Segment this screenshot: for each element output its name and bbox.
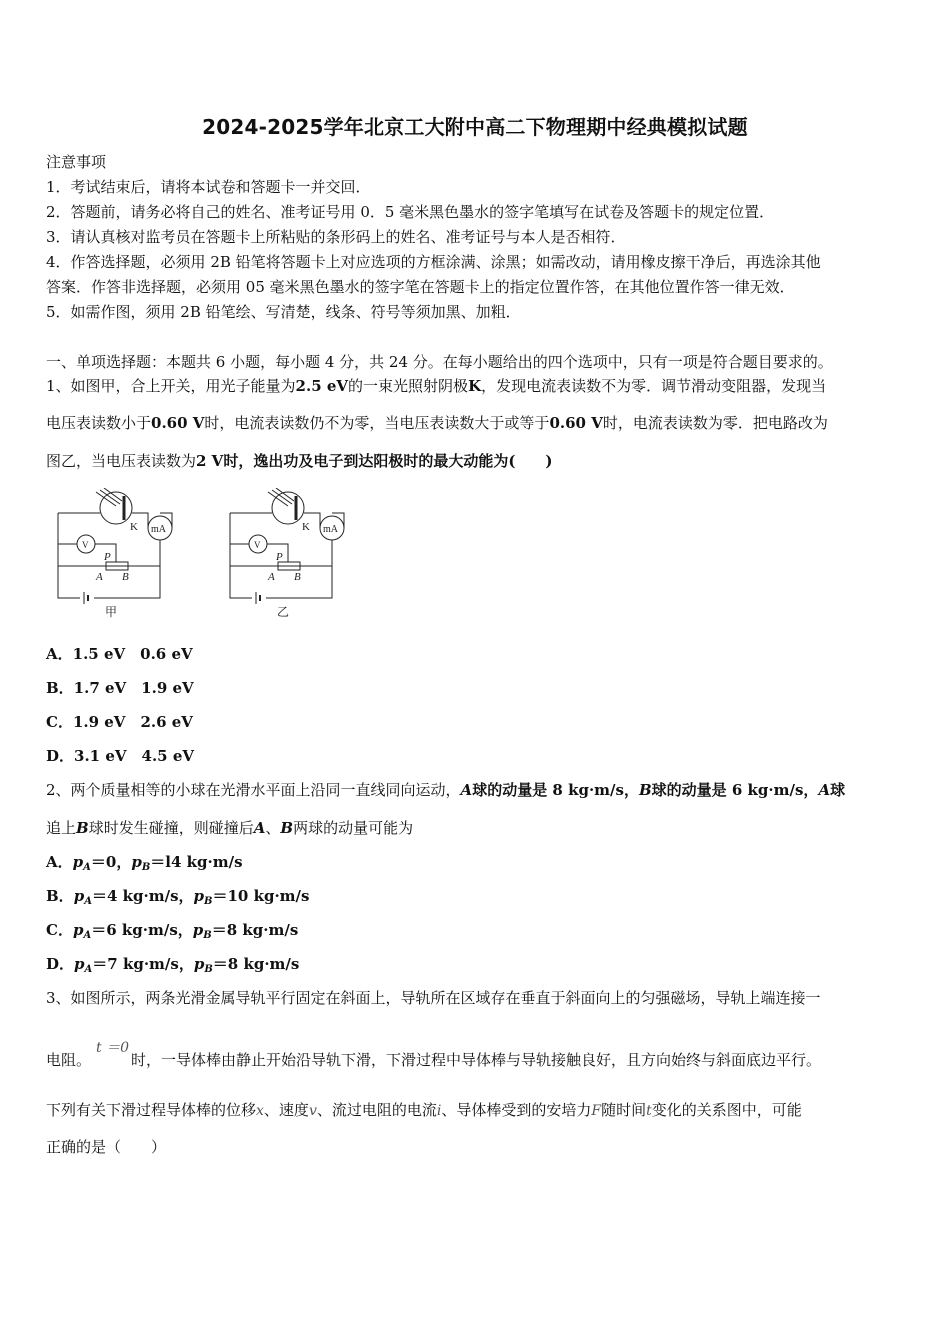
math-v: v	[308, 1103, 317, 1119]
q1-text: 电压表读数小于	[46, 414, 152, 432]
label-ma: mA	[151, 524, 166, 535]
q2-ball-b: B	[638, 781, 652, 799]
q1-text: 图乙，当电压表读数为	[46, 452, 197, 470]
q3-text: 随时间	[601, 1101, 647, 1119]
subscript-a: A	[83, 862, 91, 873]
math-i: i	[436, 1103, 442, 1119]
notice-item-4: 4．作答选择题，必须用 2B 铅笔将答题卡上对应选项的方框涂满、涂黑；如需改动，请用橡皮擦干净后，再选涂其他	[46, 253, 821, 271]
notice-item-4-cont: 答案．作答非选择题，必须用 05 毫米黑色墨水的签字笔在答题卡上的指定位置作答，在其他位置作答一律无效．	[46, 278, 795, 296]
symbol-p: p	[72, 853, 84, 871]
value-pa: ＝4 kg·m/s，	[91, 887, 194, 905]
q2-text: 球的动量是 8 kg·m/s，	[472, 781, 639, 799]
subscript-a: A	[83, 930, 92, 941]
option-label: B．	[46, 887, 74, 905]
q2-ball-a: A	[460, 781, 473, 799]
symbol-p: p	[193, 887, 205, 905]
value-pa: ＝6 kg·m/s，	[91, 921, 193, 939]
subscript-b: B	[204, 964, 213, 975]
q1-text: ，发现电流表读数不为零．调节滑动变阻器，发现当	[481, 377, 827, 395]
value-pa: ＝0，	[90, 853, 132, 871]
q1-option-c[interactable]: C．1.9 eV 2.6 eV	[46, 713, 193, 731]
label-yi: 乙	[277, 605, 290, 619]
q3-text: 下列有关下滑过程导体棒的位移	[46, 1101, 257, 1119]
q2-text: 两球的动量可能为	[293, 819, 414, 837]
label-v: V	[82, 540, 89, 550]
label-a: A	[268, 571, 275, 583]
q3-line-1: 3、如图所示，两条光滑金属导轨平行固定在斜面上，导轨所在区域存在垂直于斜面向上的匀强磁场，导轨上端连接一	[46, 989, 821, 1007]
q2-line-2	[46, 818, 413, 838]
q1-k: K	[468, 377, 482, 395]
label-ma: mA	[323, 524, 338, 535]
q3-text: 、导体棒受到的安培力	[441, 1101, 592, 1119]
q2-ball-b: B	[280, 819, 294, 837]
q3-line-2	[46, 1050, 821, 1070]
q2-option-c[interactable]	[46, 920, 298, 946]
subscript-a: A	[84, 896, 92, 907]
q3-text: 变化的关系图中，可能	[651, 1101, 802, 1119]
notice-heading: 注意事项	[46, 153, 107, 171]
circuit-yi	[230, 488, 344, 604]
q1-text: 时，电流表读数仍不为零，当电压表读数大于或等于	[204, 414, 550, 432]
label-p: P	[104, 551, 111, 563]
page-title: 2024-2025学年北京工大附中高二下物理期中经典模拟试题	[202, 115, 748, 139]
math-x: x	[256, 1103, 264, 1119]
q2-text: 球时发生碰撞，则碰撞后	[88, 819, 254, 837]
q2-text: 球的动量是 6 kg·m/s，	[651, 781, 819, 799]
q2-ball-b: B	[76, 819, 89, 837]
value-pb: ＝10 kg·m/s	[212, 887, 310, 905]
q3-text: 、速度	[263, 1101, 309, 1119]
q1-voltage: 0.60 V	[151, 414, 205, 432]
label-jia: 甲	[105, 605, 118, 619]
q2-text: 2、两个质量相等的小球在光滑水平面上沿同一直线同向运动，	[46, 781, 461, 799]
math-t: t	[646, 1103, 652, 1119]
q2-text: 、	[265, 819, 281, 837]
q2-option-a[interactable]	[46, 852, 243, 878]
symbol-p: p	[131, 853, 142, 871]
q1-text: 的一束光照射阴极	[348, 377, 469, 395]
q3-line-3	[46, 1100, 802, 1121]
subscript-b: B	[141, 862, 151, 873]
q1-text: 时，逸出功及电子到达阳极时的最大动能为( )	[223, 452, 553, 470]
label-a: A	[96, 571, 103, 583]
q1-voltage: 2 V	[196, 452, 224, 470]
math-f: F	[591, 1103, 602, 1119]
q2-ball-a: A	[818, 781, 831, 799]
label-v: V	[254, 540, 261, 550]
q2-text: 追上	[46, 819, 77, 837]
label-k: K	[302, 521, 310, 533]
q1-line-1	[46, 376, 826, 396]
value-pa: ＝7 kg·m/s，	[92, 955, 194, 973]
subscript-b: B	[204, 896, 213, 907]
label-p: P	[276, 551, 283, 563]
symbol-p: p	[73, 887, 85, 905]
symbol-p: p	[192, 921, 204, 939]
label-b: B	[122, 571, 129, 583]
q3-text: 、流过电阻的电流	[316, 1101, 437, 1119]
option-label: D．	[46, 955, 75, 973]
notice-item-1: 1．考试结束后，请将本试卷和答题卡一并交回．	[46, 178, 371, 196]
math-t0: t ＝0	[96, 1040, 129, 1056]
subscript-b: B	[203, 930, 212, 941]
section-heading: 一、单项选择题：本题共 6 小题，每小题 4 分，共 24 分。在每小题给出的四个选项中，只有一项是符合题目要求的。	[46, 353, 833, 371]
circuit-jia	[58, 488, 172, 604]
q2-option-b[interactable]	[46, 886, 309, 912]
symbol-p: p	[72, 921, 84, 939]
notice-item-2: 2．答题前，请务必将自己的姓名、准考证号用 0．5 毫米黑色墨水的签字笔填写在试卷及答题卡的规定位置．	[46, 203, 775, 221]
q2-option-d[interactable]	[46, 954, 299, 980]
option-label: C．	[46, 921, 73, 939]
q3-text: 时，一导体棒由静止开始沿导轨下滑，下滑过程中导体棒与导轨接触良好，且方向始终与斜面底边平行。	[131, 1051, 822, 1069]
q1-text: 时，电流表读数为零．把电路改为	[602, 414, 828, 432]
q1-text: 1、如图甲，合上开关，用光子能量为	[46, 377, 296, 395]
q1-option-d[interactable]: D．3.1 eV 4.5 eV	[46, 747, 195, 765]
symbol-p: p	[193, 955, 205, 973]
q1-circuit-figures	[50, 488, 370, 622]
q2-line-1	[46, 780, 845, 800]
option-label: A．	[46, 853, 73, 871]
symbol-p: p	[74, 955, 85, 973]
notice-item-5: 5．如需作图，须用 2B 铅笔绘、写清楚，线条、符号等须加黑、加粗．	[46, 303, 521, 321]
q2-text: 球	[830, 781, 846, 799]
q1-energy: 2.5 eV	[295, 377, 349, 395]
label-b: B	[294, 571, 301, 583]
q2-ball-a: A	[253, 819, 266, 837]
notice-item-3: 3．请认真核对监考员在答题卡上所粘贴的条形码上的姓名、准考证号与本人是否相符．	[46, 228, 626, 246]
value-pb: ＝l4 kg·m/s	[150, 853, 243, 871]
subscript-a: A	[84, 964, 93, 975]
label-k: K	[130, 521, 138, 533]
q1-option-a[interactable]: A．1.5 eV 0.6 eV	[46, 645, 193, 663]
q1-option-b[interactable]: B．1.7 eV 1.9 eV	[46, 679, 194, 697]
q3-line-4: 正确的是（ ）	[46, 1138, 167, 1156]
value-pb: ＝8 kg·m/s	[212, 955, 300, 973]
q1-line-3	[46, 451, 553, 471]
q1-line-2	[46, 413, 828, 433]
q1-voltage: 0.60 V	[549, 414, 603, 432]
value-pb: ＝8 kg·m/s	[211, 921, 299, 939]
q3-text: 电阻。	[46, 1051, 92, 1069]
